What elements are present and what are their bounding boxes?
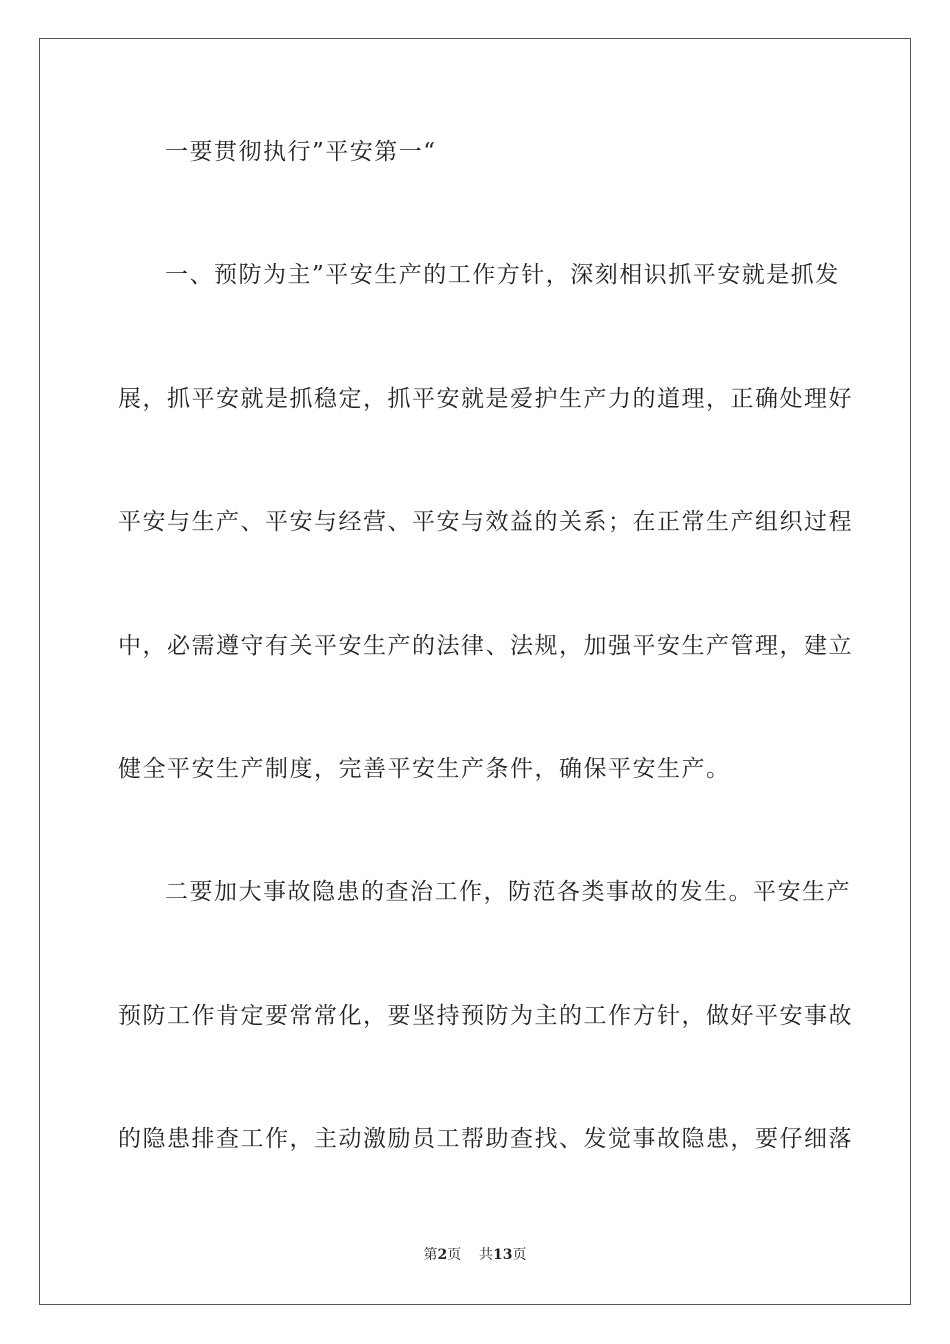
page-number: 2 <box>437 1247 448 1263</box>
text-line-4: 平安与生产、平安与经营、平安与效益的关系；在正常生产组织过程 <box>118 509 853 535</box>
text-line-2: 一、预防为主”平安生产的工作方针，深刻相识抓平安就是抓发 <box>165 262 840 288</box>
text-line-9: 的隐患排查工作，主动激励员工帮助查找、发觉事故隐患，要仔细落 <box>118 1126 853 1152</box>
text-line-7: 二要加大事故隐患的查治工作，防范各类事故的发生。平安生产 <box>165 879 851 905</box>
text-line-5: 中，必需遵守有关平安生产的法律、法规，加强平安生产管理，建立 <box>118 633 853 659</box>
page-suffix: 页 <box>447 1247 462 1263</box>
page-prefix: 第 <box>423 1247 438 1263</box>
text-line-8: 预防工作肯定要常常化，要坚持预防为主的工作方针，做好平安事故 <box>118 1003 853 1029</box>
page-frame <box>39 38 911 1305</box>
text-line-3: 展，抓平安就是抓稳定，抓平安就是爱护生产力的道理，正确处理好 <box>118 386 853 412</box>
total-pages: 13 <box>493 1247 513 1263</box>
total-prefix: 共 <box>479 1247 494 1263</box>
page-footer <box>0 1244 950 1264</box>
text-line-6: 健全平安生产制度，完善平安生产条件，确保平安生产。 <box>118 756 731 782</box>
total-suffix: 页 <box>512 1247 527 1263</box>
text-line-1: 一要贯彻执行”平安第一“ <box>165 139 437 165</box>
